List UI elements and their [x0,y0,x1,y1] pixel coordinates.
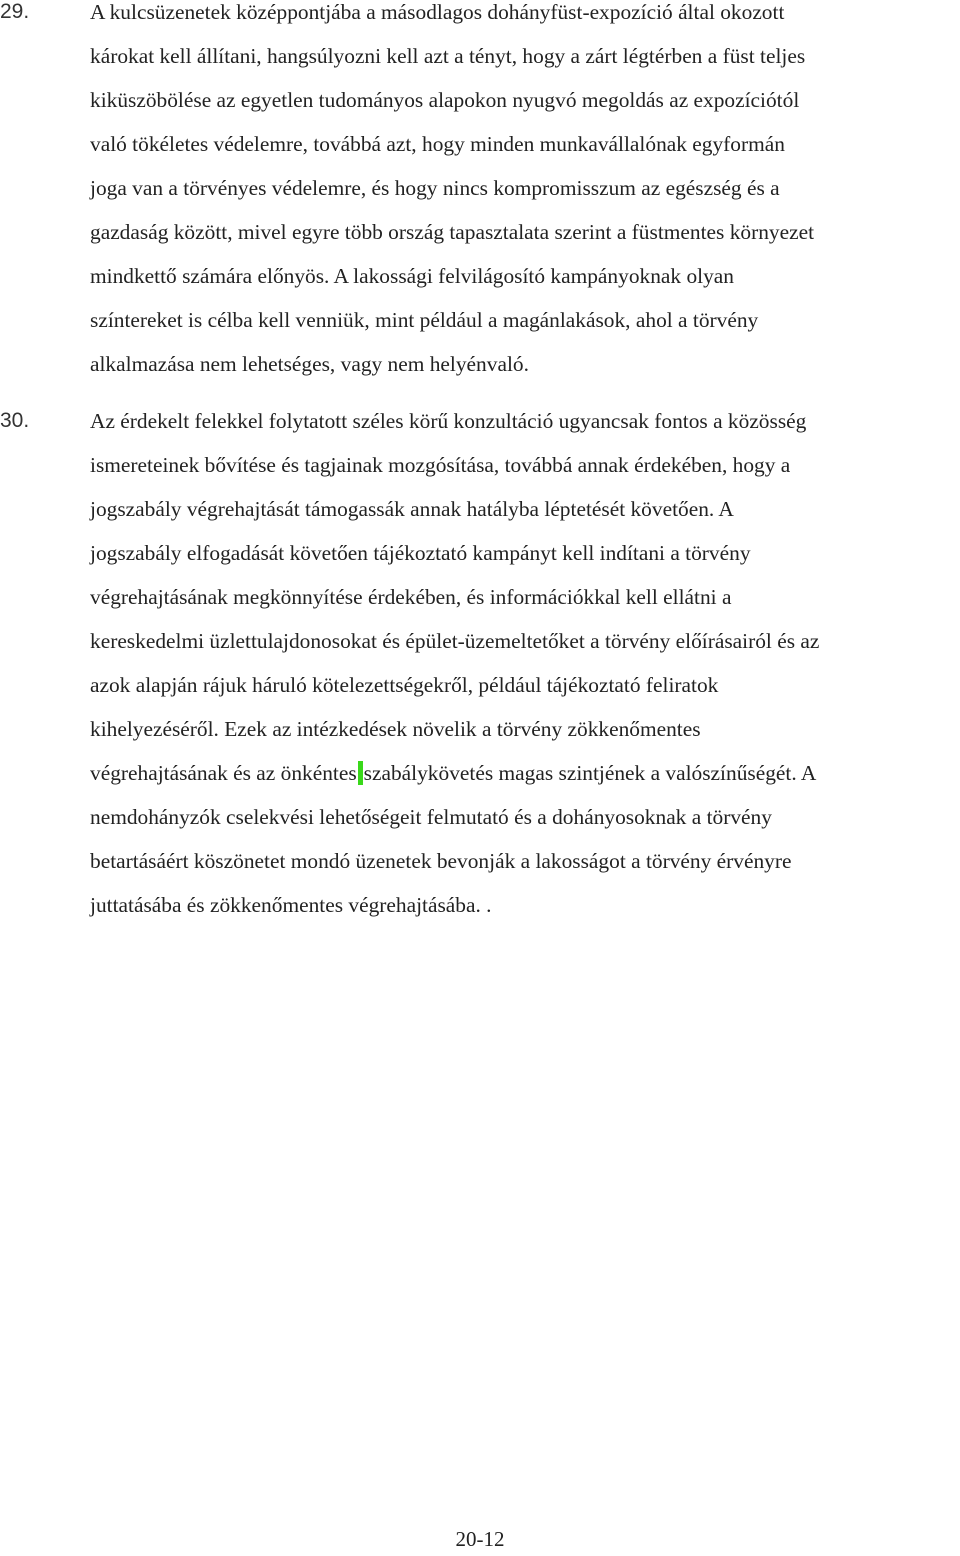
text-line: A kulcsüzenetek középpontjába a másodlagos dohányfüst-expozíció által okozott [90,0,785,24]
text-line: kiküszöbölése az egyetlen tudományos alapokon nyugvó megoldás az expozíciótól [90,88,800,112]
text-segment: szabálykövetés magas szintjének a valószínűségét. A [363,761,817,785]
text-line: betartásáért köszönetet mondó üzenetek bevonják a lakosságot a törvény érvényre [90,849,792,873]
text-line: mindkettő számára előnyös. A lakossági felvilágosító kampányoknak olyan [90,264,734,288]
page-number: 20-12 [455,1527,505,1551]
text-line: Az érdekelt felekkel folytatott széles körű konzultáció ugyancsak fontos a közösség [90,409,807,433]
text-line: alkalmazása nem lehetséges, vagy nem helyénvaló. [90,352,529,376]
paragraph-number: 29. [0,0,30,23]
text-segment: végrehajtásának és az önkéntes [90,761,357,785]
text-line: joga van a törvényes védelemre, és hogy nincs kompromisszum az egészség és a [90,176,780,200]
text-line: ismereteinek bővítése és tagjainak mozgósítása, továbbá annak érdekében, hogy a [90,453,791,477]
text-line: gazdaság között, mivel egyre több ország tapasztalata szerint a füstmentes környezet [90,220,815,244]
text-line: kereskedelmi üzlettulajdonosokat és épület-üzemeltetőket a törvény előírásairól és az [90,629,820,653]
text-line: azok alapján rájuk háruló kötelezettségekről, például tájékoztató feliratok [90,673,719,697]
text-line: színtereket is célba kell venniük, mint például a magánlakások, ahol a törvény [90,308,759,332]
text-line: jogszabály végrehajtását támogassák annak hatályba léptetését követően. A [90,497,734,521]
text-line: végrehajtásának megkönnyítése érdekében, és információkkal kell ellátni a [90,585,732,609]
text-line: kihelyezéséről. Ezek az intézkedések növelik a törvény zökkenőmentes [90,717,701,741]
text-line: nemdohányzók cselekvési lehetőségeit felmutató és a dohányosoknak a törvény [90,805,772,829]
text-line: való tökéletes védelemre, továbbá azt, hogy minden munkavállalónak egyformán [90,132,785,156]
text-cursor-marker [358,761,363,785]
paragraph-number: 30. [0,409,30,432]
text-line-with-marker [90,751,816,795]
text-line: jogszabály elfogadását követően tájékoztató kampányt kell indítani a törvény [90,541,751,565]
text-line: károkat kell állítani, hangsúlyozni kell azt a tényt, hogy a zárt légtérben a füst teljes [90,44,806,68]
text-line: juttatásába és zökkenőmentes végrehajtásába. . [90,893,492,917]
